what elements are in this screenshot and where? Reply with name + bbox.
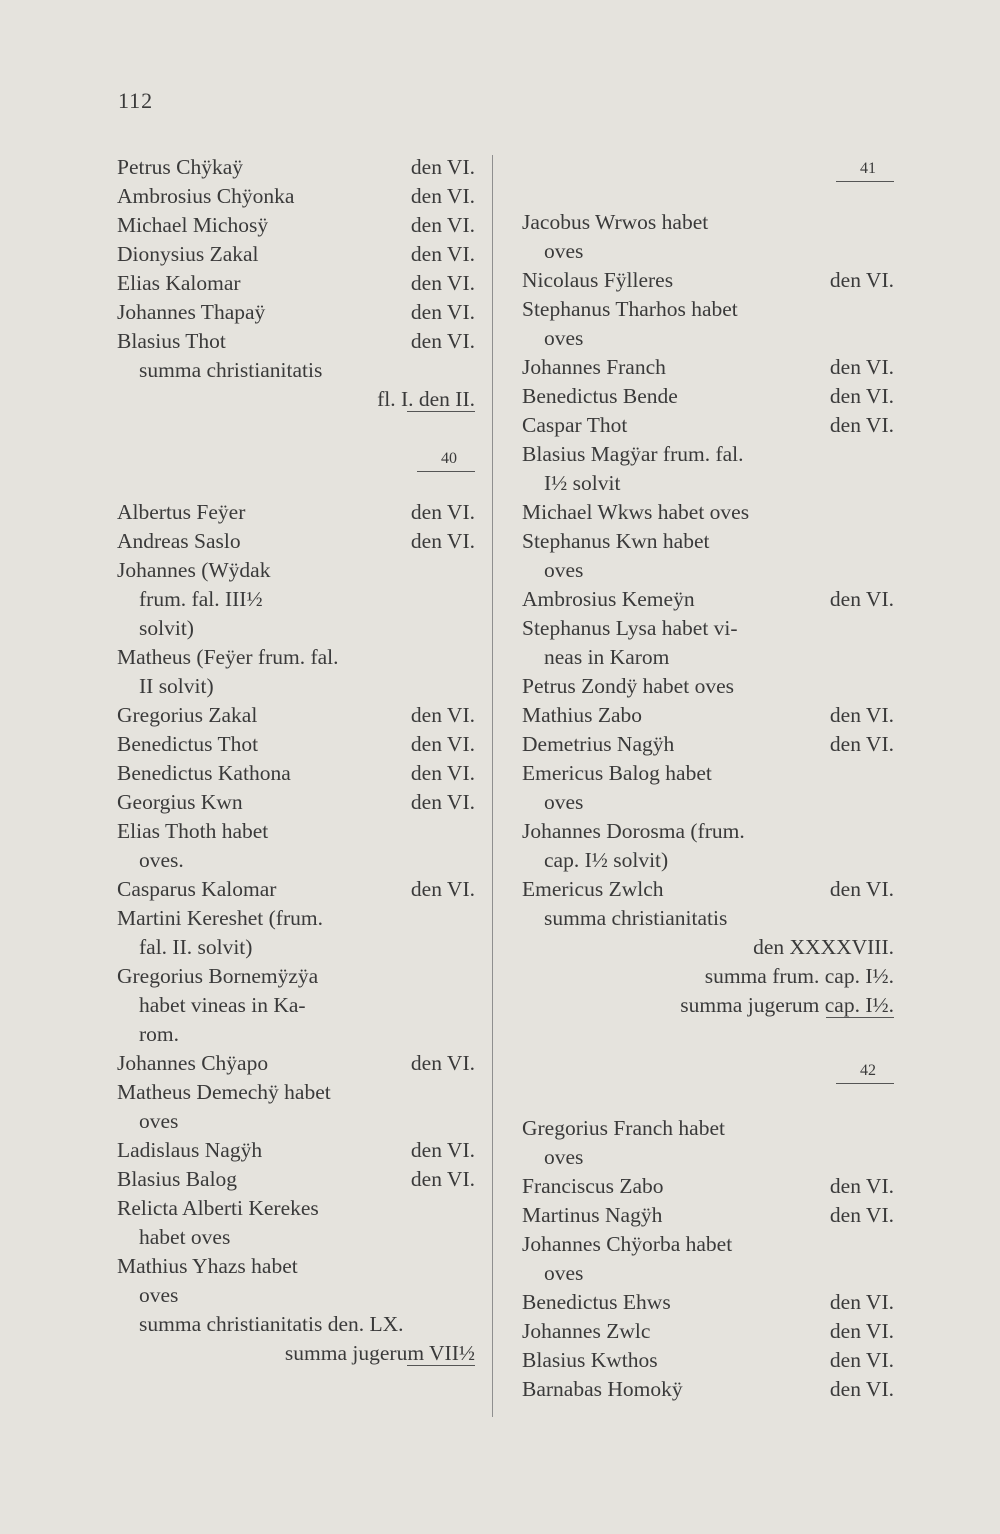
entry-amount: den VI. [410, 1167, 475, 1191]
ledger-entry-text [117, 1078, 475, 1107]
ledger-entry-text [117, 672, 475, 701]
ledger-entry [117, 1165, 475, 1194]
ledger-entry [522, 411, 894, 440]
entry-name: oves. [139, 848, 184, 872]
ledger-entry-text [522, 1259, 894, 1288]
ledger-entry-text [522, 527, 894, 556]
entry-amount: den VI. [829, 1203, 894, 1227]
entry-amount: den VI. [829, 877, 894, 901]
ledger-entry-text [117, 1107, 475, 1136]
ledger-entry-text [117, 991, 475, 1020]
entry-name: Nicolaus Fÿlleres [522, 268, 674, 292]
ledger-entry-text [117, 643, 475, 672]
entry-amount: den VI. [829, 732, 894, 756]
entry-name: Ambrosius Chÿonka [117, 184, 295, 208]
ledger-entry-text [522, 1230, 894, 1259]
entry-name: oves [544, 326, 584, 350]
entry-name: Caspar Thot [522, 413, 628, 437]
ledger-entry [117, 498, 475, 527]
entry-amount: den VI. [410, 300, 475, 324]
entry-name: Ambrosius Kemeÿn [522, 587, 695, 611]
entry-name: Georgius Kwn [117, 790, 243, 814]
left-entries-b [117, 498, 475, 1310]
entry-name: Johannes Franch [522, 355, 666, 379]
ledger-entry [117, 527, 475, 556]
ledger-entry-text [522, 759, 894, 788]
entry-name: habet oves [139, 1225, 231, 1249]
ledger-entry-text [117, 1252, 475, 1281]
ledger-entry-text [522, 846, 894, 875]
ledger-entry [117, 759, 475, 788]
entry-name: Johannes Chÿorba habet [522, 1232, 733, 1256]
entry-amount: den VI. [829, 413, 894, 437]
entry-name: Emericus Balog habet [522, 761, 712, 785]
entry-name: Blasius Balog [117, 1167, 238, 1191]
ledger-entry-text [117, 817, 475, 846]
ledger-entry-text [522, 498, 894, 527]
ledger-entry-text [522, 295, 894, 324]
right-column [522, 150, 894, 1404]
ledger-entry-text [522, 672, 894, 701]
ledger-entry [522, 730, 894, 759]
ledger-entry [117, 1049, 475, 1078]
ledger-entry-text [117, 904, 475, 933]
ledger-entry [522, 382, 894, 411]
entry-name: II solvit) [139, 674, 214, 698]
entry-name: fal. II. solvit) [139, 935, 253, 959]
section-number: 42 [860, 1062, 876, 1079]
ledger-entry [522, 1288, 894, 1317]
entry-name: Albertus Feÿer [117, 500, 246, 524]
entry-name: Benedictus Ehws [522, 1290, 671, 1314]
entry-name: solvit) [139, 616, 194, 640]
summa-frumenti: summa frum. cap. I½. [704, 964, 894, 988]
entry-amount: den VI. [829, 1348, 894, 1372]
entry-name: I½ solvit [544, 471, 621, 495]
entry-name: Johannes (Wÿdak [117, 558, 271, 582]
ledger-entry-text [522, 817, 894, 846]
ledger-entry-text [522, 1143, 894, 1172]
section-rule [836, 181, 894, 182]
column-divider [492, 155, 493, 1417]
entry-name: Elias Kalomar [117, 271, 241, 295]
summa-jugerum: summa jugerum cap. I½. [522, 991, 894, 1020]
entry-amount: den VI. [410, 329, 475, 353]
entry-name: oves [544, 1261, 584, 1285]
entry-name: Mathius Yhazs habet [117, 1254, 298, 1278]
ledger-entry [522, 1317, 894, 1346]
entry-name: Petrus Zondÿ habet oves [522, 674, 734, 698]
entry-amount: den VI. [410, 155, 475, 179]
entry-name: neas in Karom [544, 645, 670, 669]
ledger-entry [522, 1201, 894, 1230]
entry-name: Andreas Saslo [117, 529, 241, 553]
summa-christianitatis-value: fl. I. den II. [117, 385, 475, 414]
entry-name: Barnabas Homokÿ [522, 1377, 683, 1401]
ledger-entry [117, 730, 475, 759]
entry-name: Martinus Nagÿh [522, 1203, 663, 1227]
right-entries-a [522, 208, 894, 904]
entry-name: oves [139, 1283, 179, 1307]
ledger-entry-text [522, 643, 894, 672]
entry-name: oves [544, 790, 584, 814]
entry-name: cap. I½ solvit) [544, 848, 669, 872]
entry-name: Ladislaus Nagÿh [117, 1138, 263, 1162]
ledger-entry [522, 353, 894, 382]
ledger-entry-text [117, 585, 475, 614]
entry-name: Franciscus Zabo [522, 1174, 664, 1198]
ledger-entry [117, 327, 475, 356]
left-entries-a [117, 153, 475, 356]
summa-christianitatis-label: summa christianitatis [544, 906, 728, 930]
entry-amount: den VI. [829, 1377, 894, 1401]
entry-name: Blasius Thot [117, 329, 226, 353]
right-entries-b [522, 1114, 894, 1404]
ledger-entry-text [522, 440, 894, 469]
entry-name: rom. [139, 1022, 180, 1046]
section-heading-40 [117, 414, 475, 472]
summa-christianitatis-label: summa christianitatis [139, 358, 323, 382]
ledger-entry-text [522, 556, 894, 585]
entry-amount: den VI. [410, 761, 475, 785]
summa-christianitatis-value: den XXXXVIII. [753, 935, 894, 959]
entry-name: frum. fal. III½ [139, 587, 263, 611]
ledger-entry [522, 701, 894, 730]
ledger-entry-text [522, 208, 894, 237]
ledger-entry [117, 153, 475, 182]
entry-name: Johannes Thapaÿ [117, 300, 266, 324]
entry-name: Blasius Kwthos [522, 1348, 658, 1372]
left-column [117, 153, 475, 1368]
ledger-entry [522, 875, 894, 904]
entry-amount: den VI. [410, 732, 475, 756]
entry-name: Stephanus Kwn habet [522, 529, 710, 553]
section-number: 41 [860, 160, 876, 177]
entry-name: oves [139, 1109, 179, 1133]
ledger-entry-text [117, 962, 475, 991]
ledger-entry [117, 269, 475, 298]
entry-name: Gregorius Franch habet [522, 1116, 725, 1140]
entry-name: Dionysius Zakal [117, 242, 259, 266]
entry-amount: den VI. [829, 384, 894, 408]
ledger-entry [522, 1346, 894, 1375]
section-heading-42 [522, 1020, 894, 1084]
ledger-entry-text [117, 1020, 475, 1049]
entry-name: Michael Michosÿ [117, 213, 269, 237]
entry-name: Demetrius Nagÿh [522, 732, 675, 756]
entry-name: Benedictus Kathona [117, 761, 291, 785]
section-number: 40 [441, 450, 457, 467]
entry-name: Jacobus Wrwos habet [522, 210, 709, 234]
ledger-entry [117, 875, 475, 904]
section-rule [417, 471, 475, 472]
ledger-entry [522, 266, 894, 295]
entry-name: Benedictus Thot [117, 732, 259, 756]
entry-name: Johannes Chÿapo [117, 1051, 269, 1075]
ledger-entry [117, 1136, 475, 1165]
entry-name: Emericus Zwlch [522, 877, 664, 901]
section-heading-41 [522, 150, 894, 182]
ledger-entry-text [522, 324, 894, 353]
entry-name: Stephanus Tharhos habet [522, 297, 738, 321]
ledger-entry-text [522, 788, 894, 817]
section-rule [836, 1083, 894, 1084]
ledger-entry-text [117, 556, 475, 585]
ledger-entry-text [522, 237, 894, 266]
entry-amount: den VI. [410, 271, 475, 295]
ledger-entry [117, 788, 475, 817]
entry-amount: den VI. [829, 1319, 894, 1343]
entry-name: habet vineas in Ka- [139, 993, 306, 1017]
page-number: 112 [118, 88, 154, 113]
summa-jugerum-total: summa jugerum VII½ [117, 1339, 475, 1368]
summa-christianitatis-total: summa christianitatis den. LX. [139, 1312, 404, 1336]
ledger-entry [522, 1375, 894, 1404]
ledger-entry-text [117, 933, 475, 962]
entry-name: Casparus Kalomar [117, 877, 277, 901]
entry-name: Matheus (Feÿer frum. fal. [117, 645, 339, 669]
entry-name: Benedictus Bende [522, 384, 678, 408]
entry-name: Elias Thoth habet [117, 819, 269, 843]
entry-name: oves [544, 239, 584, 263]
entry-name: Gregorius Bornemÿzÿa [117, 964, 319, 988]
entry-amount: den VI. [829, 587, 894, 611]
entry-name: oves [544, 558, 584, 582]
entry-amount: den VI. [410, 213, 475, 237]
ledger-entry-text [117, 1194, 475, 1223]
entry-amount: den VI. [410, 790, 475, 814]
ledger-entry-text [117, 614, 475, 643]
entry-amount: den VI. [410, 877, 475, 901]
ledger-entry [117, 298, 475, 327]
entry-name: Stephanus Lysa habet vi- [522, 616, 738, 640]
ledger-entry-text [117, 1223, 475, 1252]
entry-name: Mathius Zabo [522, 703, 643, 727]
ledger-entry-text [117, 846, 475, 875]
entry-amount: den VI. [410, 242, 475, 266]
entry-name: oves [544, 1145, 584, 1169]
ledger-entry [117, 211, 475, 240]
entry-name: Relicta Alberti Kerekes [117, 1196, 319, 1220]
ledger-entry [117, 240, 475, 269]
entry-amount: den VI. [829, 1290, 894, 1314]
ledger-entry [117, 182, 475, 211]
entry-amount: den VI. [410, 1138, 475, 1162]
ledger-entry [117, 701, 475, 730]
entry-name: Johannes Zwlc [522, 1319, 651, 1343]
entry-amount: den VI. [410, 500, 475, 524]
entry-name: Gregorius Zakal [117, 703, 258, 727]
ledger-entry-text [522, 1114, 894, 1143]
entry-amount: den VI. [829, 703, 894, 727]
entry-amount: den VI. [829, 268, 894, 292]
entry-amount: den VI. [829, 1174, 894, 1198]
entry-amount: den VI. [410, 703, 475, 727]
entry-name: Petrus Chÿkaÿ [117, 155, 244, 179]
entry-name: Blasius Magÿar frum. fal. [522, 442, 744, 466]
ledger-entry-text [117, 1281, 475, 1310]
entry-name: Martini Kereshet (frum. [117, 906, 323, 930]
ledger-entry-text [522, 469, 894, 498]
entry-name: Johannes Dorosma (frum. [522, 819, 745, 843]
entry-amount: den VI. [410, 1051, 475, 1075]
entry-amount: den VI. [410, 184, 475, 208]
entry-name: Michael Wkws habet oves [522, 500, 750, 524]
entry-amount: den VI. [410, 529, 475, 553]
ledger-entry [522, 585, 894, 614]
ledger-entry-text [522, 614, 894, 643]
ledger-entry [522, 1172, 894, 1201]
entry-name: Matheus Demechÿ habet [117, 1080, 331, 1104]
entry-amount: den VI. [829, 355, 894, 379]
